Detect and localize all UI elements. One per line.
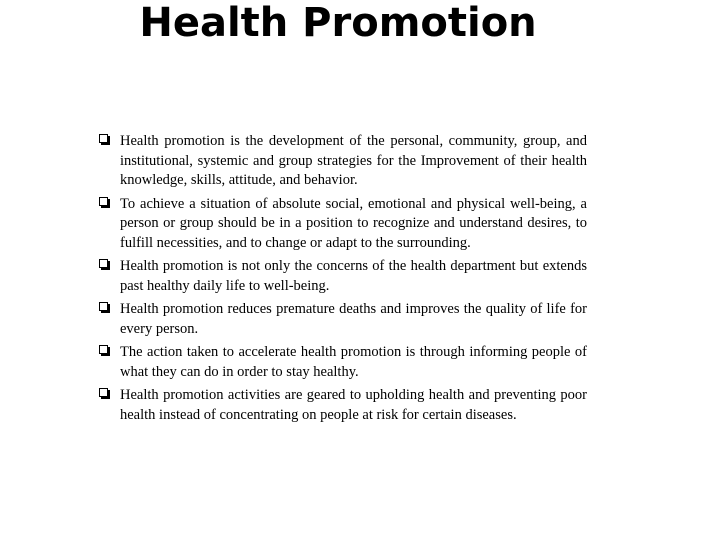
bullet-item <box>97 257 587 296</box>
bullet-text: Health promotion reduces premature deaths and improves the quality of life for every person. <box>120 301 587 337</box>
bullet-item <box>97 343 587 382</box>
bullet-text: Health promotion is not only the concerns of the health department but extends past healthy daily life to well-being. <box>120 258 587 294</box>
bullet-item <box>97 132 587 191</box>
bullet-text: To achieve a situation of absolute social, emotional and physical well-being, a person or group should be in a position to recognize and understand desires, to fulfill necessities, and to change or adapt to the surrounding. <box>120 195 587 251</box>
checkbox-square-icon <box>99 345 108 354</box>
bullet-list <box>97 132 587 429</box>
checkbox-square-icon <box>99 302 108 311</box>
bullet-text: The action taken to accelerate health promotion is through informing people of what they can do in order to stay healthy. <box>120 344 587 380</box>
checkbox-square-icon <box>99 197 108 206</box>
slide-title: Health Promotion <box>139 0 537 46</box>
bullet-text: Health promotion activities are geared to upholding health and preventing poor health instead of concentrating on people at risk for certain diseases. <box>120 387 587 423</box>
checkbox-square-icon <box>99 388 108 397</box>
checkbox-square-icon <box>99 259 108 268</box>
bullet-text: Health promotion is the development of the personal, community, group, and institutional, systemic and group strategies for the Improvement of their health knowledge, skills, attitude, and behavior. <box>120 133 587 188</box>
checkbox-square-icon <box>99 134 108 143</box>
bullet-item <box>97 300 587 339</box>
bullet-item <box>97 386 587 425</box>
bullet-item <box>97 195 587 254</box>
